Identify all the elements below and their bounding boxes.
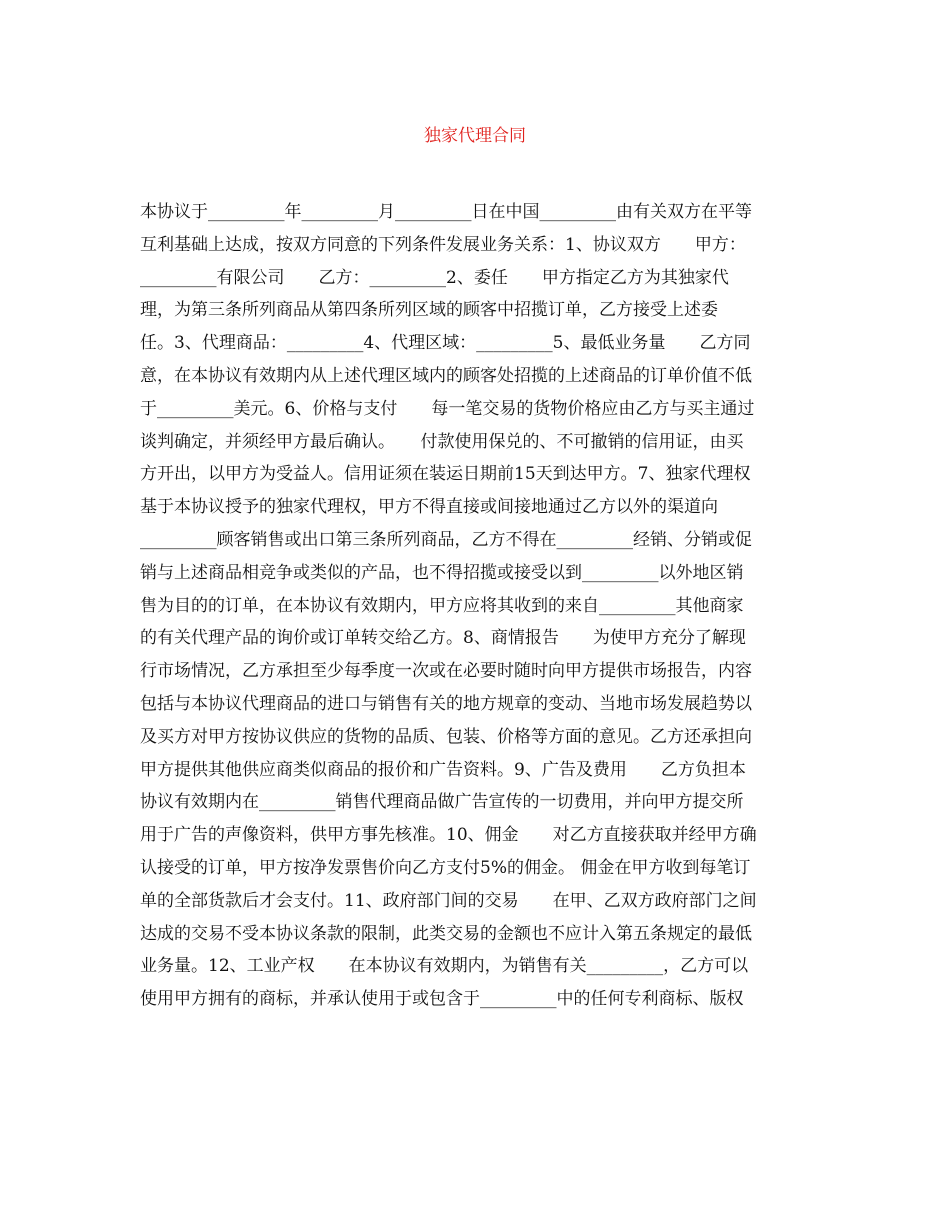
body-line: 行市场情况，乙方承担至少每季度一次或在必要时随时向甲方提供市场报告，内容 <box>140 661 752 682</box>
body-line: 意，在本协议有效期内从上述代理区域内的顾客处招揽的上述商品的订单价值不低 <box>140 365 752 386</box>
body-line: 基于本协议授予的独家代理权，甲方不得直接或间接地通过乙方以外的渠道向 <box>140 497 718 518</box>
body-line: 单的全部货款后才会支付。11、政府部门间的交易 在甲、乙双方政府部门之间 <box>140 890 757 911</box>
body-line: 任。3、代理商品：_________4、代理区域：_________5、最低业务量 乙方同 <box>140 333 751 354</box>
body-line: 使用甲方拥有的商标，并承认使用于或包含于_________中的任何专利商标、版权 <box>140 989 744 1010</box>
body-line: 及买方对甲方按协议供应的货物的品质、包装、价格等方面的意见。乙方还承担向 <box>140 726 752 747</box>
document-body <box>140 196 820 1016</box>
body-line: 售为目的的订单，在本协议有效期内，甲方应将其收到的来自_________其他商家 <box>140 595 744 616</box>
body-line: 包括与本协议代理商品的进口与销售有关的地方规章的变动、当地市场发展趋势以 <box>140 693 752 714</box>
body-line: 认接受的订单，甲方按净发票售价向乙方支付5%的佣金。 佣金在甲方收到每笔订 <box>140 857 751 878</box>
body-line: 达成的交易不受本协议条款的限制，此类交易的金额也不应计入第五条规定的最低 <box>140 923 752 944</box>
body-line: 业务量。12、工业产权 在本协议有效期内，为销售有关_________，乙方可以 <box>140 956 749 977</box>
body-line: 方开出，以甲方为受益人。信用证须在装运日期前15天到达甲方。7、独家代理权 <box>140 464 751 485</box>
body-line: _________有限公司 乙方：_________2、委任 甲方指定乙方为其独家代 <box>140 267 729 288</box>
body-line: 销与上述商品相竞争或类似的产品，也不得招揽或接受以到_________以外地区销 <box>140 562 744 583</box>
body-line: 于_________美元。6、价格与支付 每一笔交易的货物价格应由乙方与买主通过 <box>140 398 755 419</box>
document-title: 独家代理合同 <box>424 126 526 146</box>
body-line: 用于广告的声像资料，供甲方事先核准。10、佣金 对乙方直接获取并经甲方确 <box>140 825 757 846</box>
body-line: 本协议于_________年_________月_________日在中国_________由有关双方在平等 <box>140 202 752 222</box>
body-line: 甲方提供其他供应商类似商品的报价和广告资料。9、广告及费用 乙方负担本 <box>140 759 746 780</box>
body-line: 理，为第三条所列商品从第四条所列区域的顾客中招揽订单，乙方接受上述委 <box>140 300 718 321</box>
body-line: 谈判确定，并须经甲方最后确认。 付款使用保兑的、不可撤销的信用证，由买 <box>140 431 744 452</box>
body-line: 协议有效期内在_________销售代理商品做广告宣传的一切费用，并向甲方提交所 <box>140 792 744 813</box>
body-line: 互利基础上达成，按双方同意的下列条件发展业务关系：1、协议双方 甲方： <box>140 234 746 255</box>
body-line: _________顾客销售或出口第三条所列商品，乙方不得在_________经销、分销或促 <box>140 529 752 550</box>
body-line: 的有关代理产品的询价或订单转交给乙方。8、商情报告 为使甲方充分了解现 <box>140 628 746 649</box>
